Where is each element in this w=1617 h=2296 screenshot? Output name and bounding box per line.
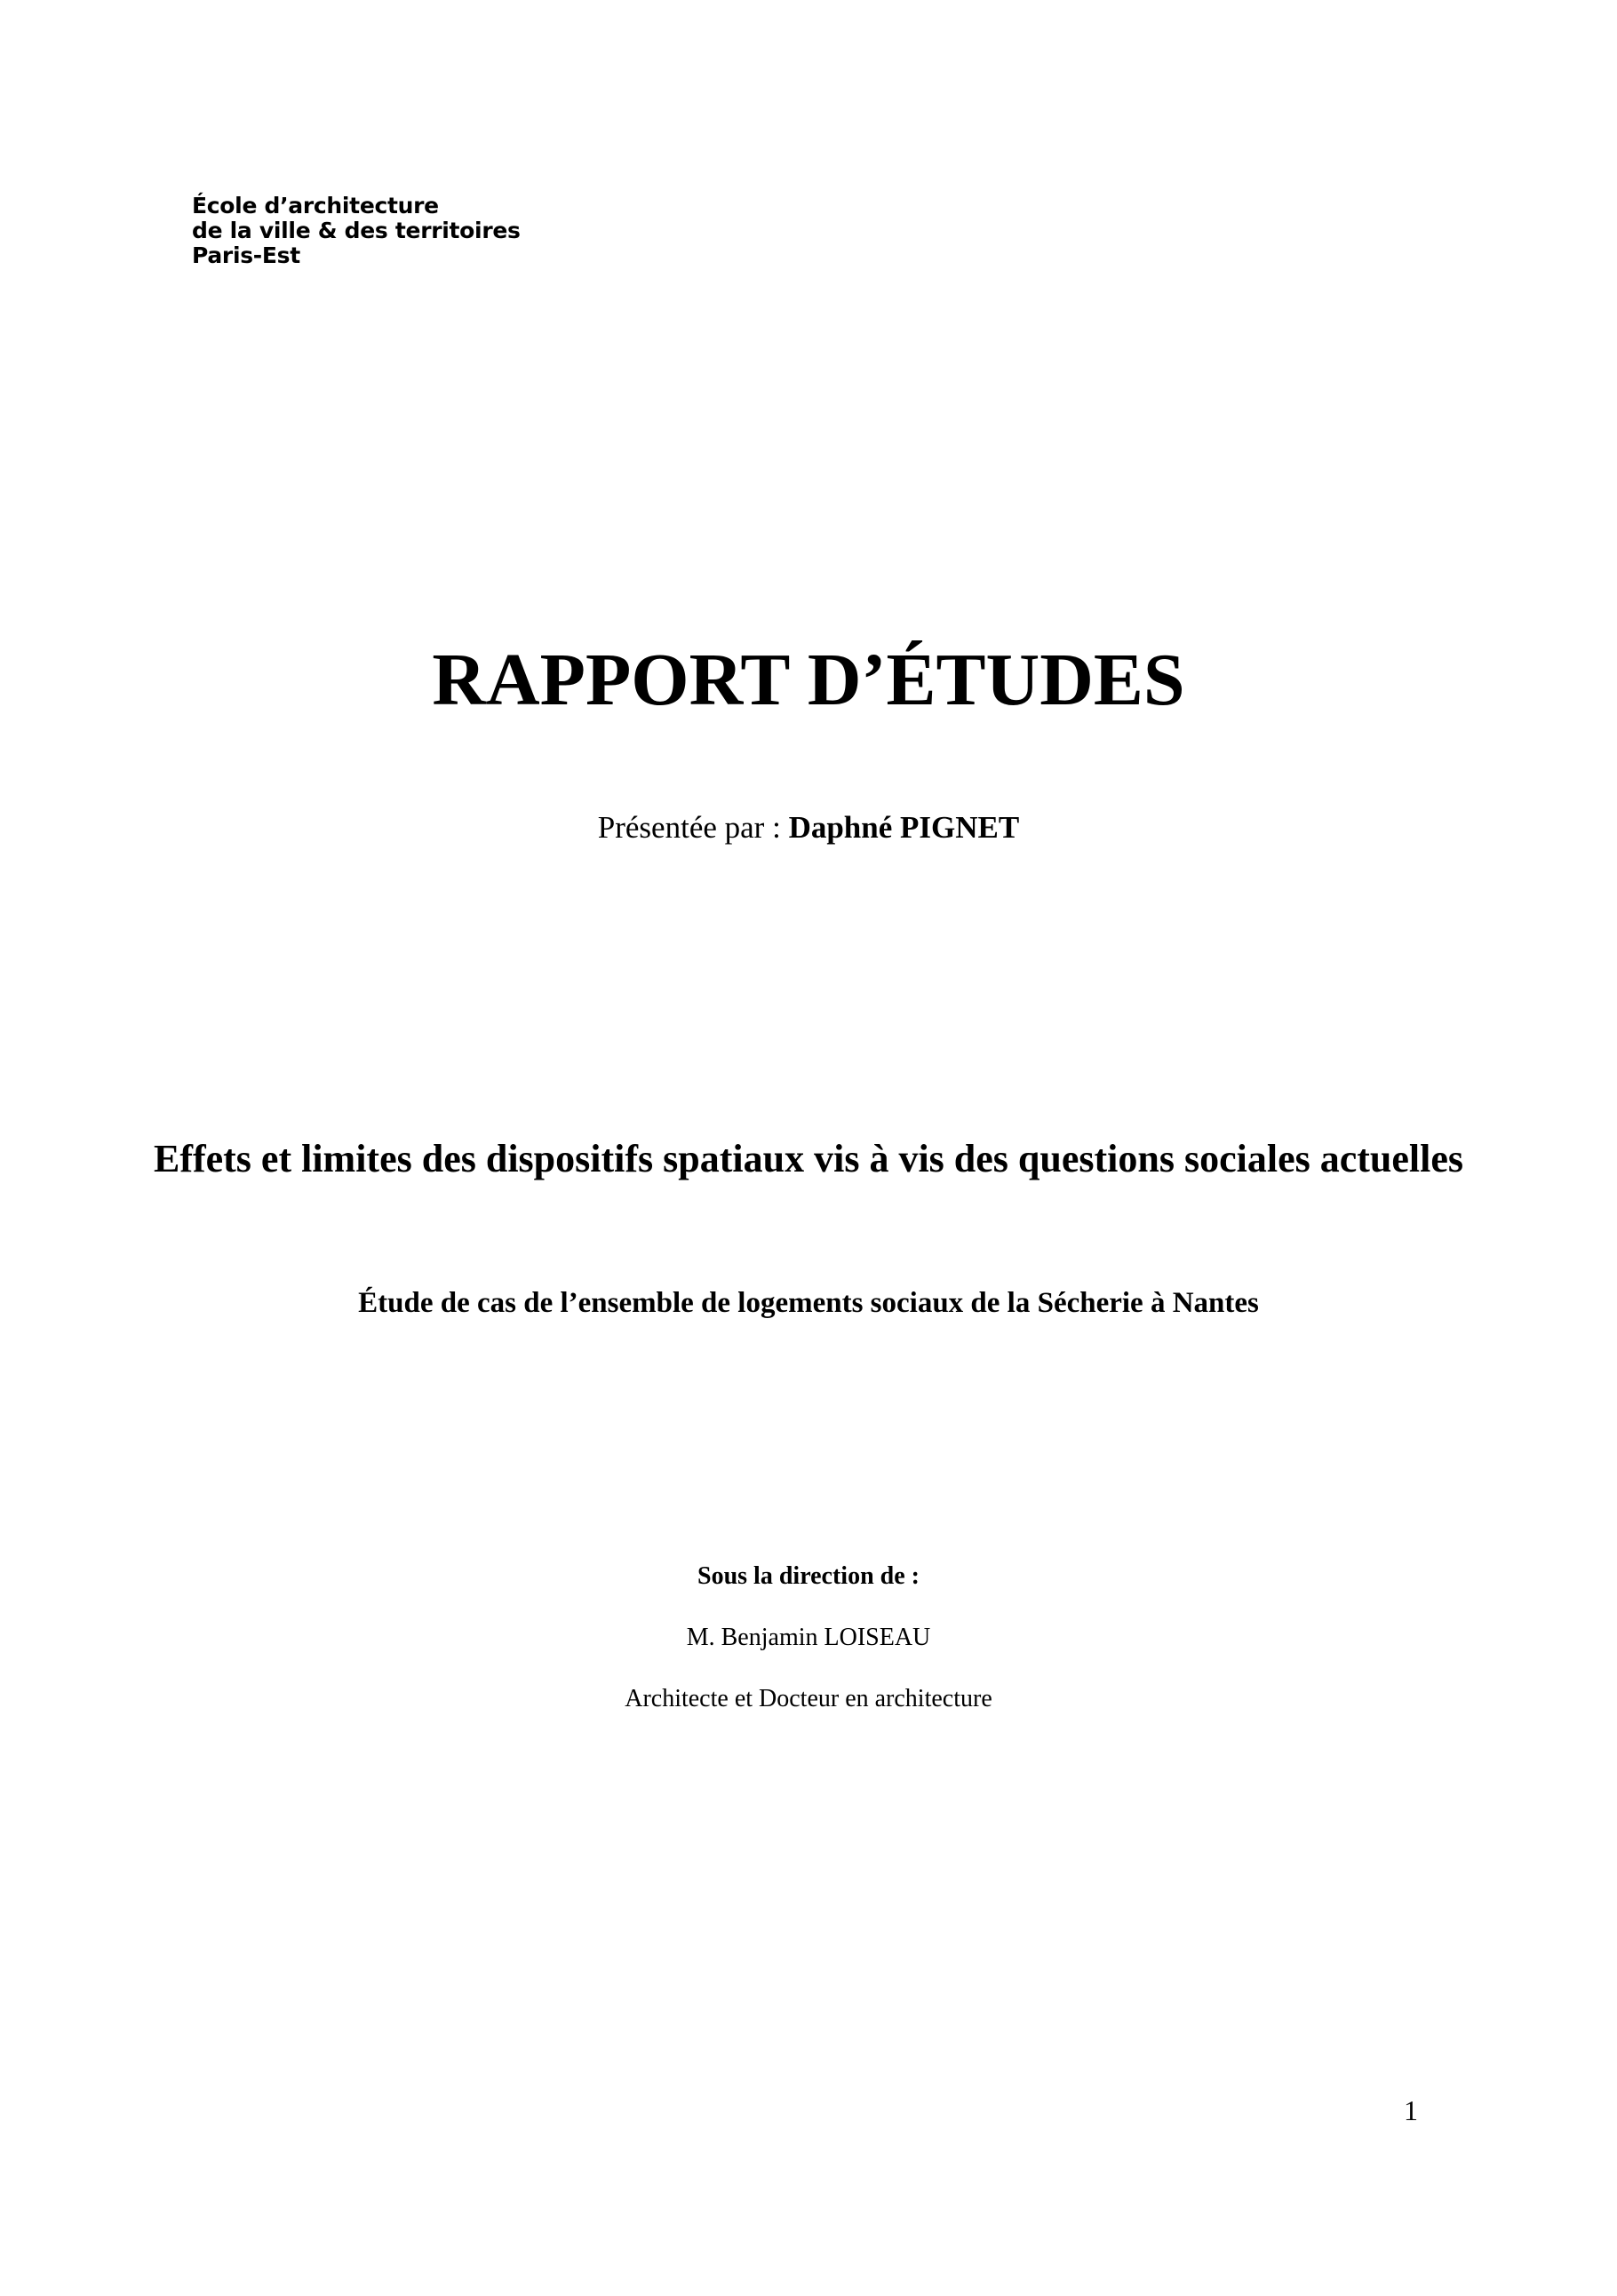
author-name: Daphné PIGNET [788, 810, 1020, 845]
report-subject: Effets et limites des dispositifs spatiaux vis à vis des questions sociales actuelles [153, 1137, 1464, 1180]
director-role: Architecte et Docteur en architecture [625, 1685, 992, 1712]
document-title: RAPPORT D’ÉTUDES [432, 639, 1185, 721]
page-number: 1 [1404, 2094, 1418, 2126]
direction-label: Sous la direction de : [697, 1562, 920, 1590]
school-logo [192, 194, 521, 268]
presented-by-label: Présentée par : [597, 810, 789, 845]
presented-by [0, 808, 1617, 847]
school-logo-line-3: Paris-Est [192, 242, 300, 268]
school-logo-line-2: de la ville & des territoires [192, 218, 521, 243]
director-name: M. Benjamin LOISEAU [686, 1624, 931, 1651]
school-logo-line-1: École d’architecture [192, 193, 439, 218]
case-study-subtitle: Étude de cas de l’ensemble de logements sociaux de la Sécherie à Nantes [358, 1287, 1259, 1319]
